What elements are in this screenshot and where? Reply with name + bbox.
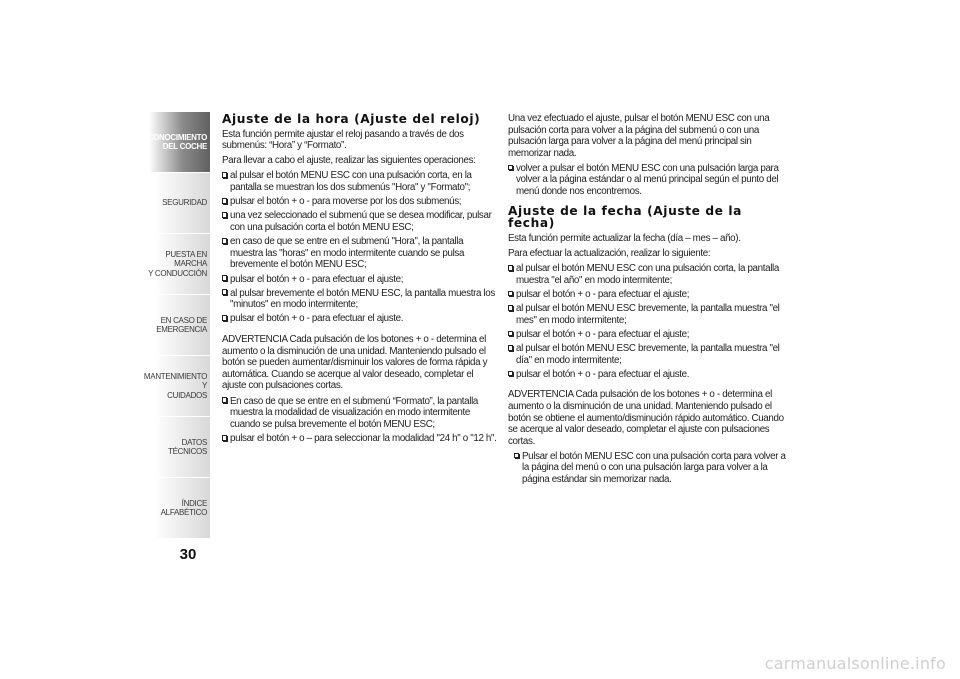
list-item: al pulsar el botón MENU ESC con una pulsación corta, la pantalla muestra "el año" en modo intermitente; (508, 263, 786, 286)
warning-paragraph: ADVERTENCIA Cada pulsación de los botones + o - determina el aumento o la disminución de una unidad. Manteniendo pulsado el botón se pueden aumentar/disminuir los valores de forma rápida y automática. Cuando se acerque al valor deseado, completar el ajuste con pulsaciones cortas. (222, 334, 488, 392)
list-item: pulsar el botón + o - para efectuar el ajuste. (222, 313, 497, 325)
paragraph: Para llevar a cabo el ajuste, realizar las siguientes operaciones: (222, 155, 476, 167)
bullet-list (222, 396, 497, 445)
section-heading-hora: Ajuste de la hora (Ajuste del reloj) (222, 112, 481, 126)
sidebar-item-label: PUESTA EN MARCHA Y CONDUCCIÓN (148, 249, 207, 278)
sidebar-item-indice-alfabetico[interactable] (142, 478, 210, 539)
list-item: pulsar el botón + o – para seleccionar la modalidad "24 h" o "12 h". (222, 433, 497, 445)
bullet-list (508, 163, 786, 198)
sidebar-item-seguridad[interactable] (142, 173, 210, 234)
warning-paragraph: ADVERTENCIA Cada pulsación de los botones + o - determina el aumento o la disminución de una unidad. Manteniendo pulsado el botón se obtiene el aumento/disminución rápido automático. Cuando se acerque al valor deseado, completar el ajuste con pulsaciones cortas. (508, 389, 784, 447)
sidebar-item-mantenimiento[interactable] (142, 356, 210, 417)
list-item: pulsar el botón + o - para efectuar el ajuste. (508, 369, 786, 381)
list-item: al pulsar el botón MENU ESC con una pulsación corta, en la pantalla se muestran los dos submenús "Hora" y "Formato"; (222, 170, 497, 193)
list-item: pulsar el botón + o - para efectuar el ajuste; (508, 289, 786, 301)
bullet-list (514, 451, 786, 486)
sidebar-item-label: EN CASO DE EMERGENCIA (156, 315, 207, 334)
list-item: al pulsar el botón MENU ESC brevemente, la pantalla muestra "el día" en modo intermitente; (508, 343, 786, 366)
list-item: una vez seleccionado el submenú que se desea modificar, pulsar con una pulsación corta el botón MENU ESC; (222, 210, 497, 233)
list-item: pulsar el botón + o - para efectuar el ajuste; (508, 329, 786, 341)
list-item: Pulsar el botón MENU ESC con una pulsación corta para volver a la página del menú o con una pulsación larga para volver a la página estándar sin memorizar nada. (514, 451, 786, 486)
section-sidebar (142, 112, 210, 544)
section-heading-fecha: Ajuste de la fecha (Ajuste de la fecha) (508, 203, 742, 231)
sidebar-item-label: CONOCIMIENTO DEL COCHE (147, 132, 207, 151)
list-item: volver a pulsar el botón MENU ESC con una pulsación larga para volver a la página estándar o al menú principal según el punto del menú donde nos encontremos. (508, 163, 786, 198)
bullet-list (508, 263, 786, 380)
sidebar-item-label: DATOS TÉCNICOS (168, 437, 207, 456)
list-item: en caso de que se entre en el submenú "Hora", la pantalla muestra las "horas" en modo intermitente cuando se pulsa brevemente el botón MENU ESC; (222, 236, 497, 271)
page-number: 30 (179, 546, 197, 563)
list-item: En caso de que se entre en el submenú “Formato”, la pantalla muestra la modalidad de visualización en modo intermitente cuando se pulsa brevemente el botón MENU ESC; (222, 396, 497, 431)
left-column (222, 113, 497, 448)
paragraph: Esta función permite actualizar la fecha (día – mes – año). (508, 232, 741, 244)
sidebar-item-puesta-en-marcha[interactable] (142, 234, 210, 295)
paragraph: Una vez efectuado el ajuste, pulsar el botón MENU ESC con una pulsación corta para volver a la página del submenú o con una pulsación larga para volver a la página del menú principal sin memorizar nada. (508, 113, 770, 159)
sidebar-item-en-caso-de-emergencia[interactable] (142, 295, 210, 356)
sidebar-item-label: ÍNDICE ALFABÉTICO (160, 498, 207, 517)
sidebar-item-label: MANTENIMIENTO Y CUIDADOS (143, 371, 207, 400)
paragraph: Esta función permite ajustar el reloj pasando a través de dos submenús: “Hora” y “Formato”. (222, 128, 464, 152)
list-item: al pulsar el botón MENU ESC brevemente, la pantalla muestra "el mes" en modo intermitente; (508, 303, 786, 326)
list-item: al pulsar brevemente el botón MENU ESC, la pantalla muestra los "minutos" en modo intermitente; (222, 288, 497, 311)
paragraph: Para efectuar la actualización, realizar lo siguiente: (508, 247, 711, 259)
watermark: carmanualsonline.info (764, 654, 946, 673)
list-item: pulsar el botón + o - para moverse por los dos submenús; (222, 196, 497, 208)
sidebar-item-label: SEGURIDAD (162, 198, 207, 208)
list-item: pulsar el botón + o - para efectuar el ajuste; (222, 274, 497, 286)
right-column (508, 113, 786, 489)
bullet-list (222, 170, 497, 325)
sidebar-item-datos-tecnicos[interactable] (142, 417, 210, 478)
sidebar-item-conocimiento-del-coche[interactable] (142, 112, 210, 173)
